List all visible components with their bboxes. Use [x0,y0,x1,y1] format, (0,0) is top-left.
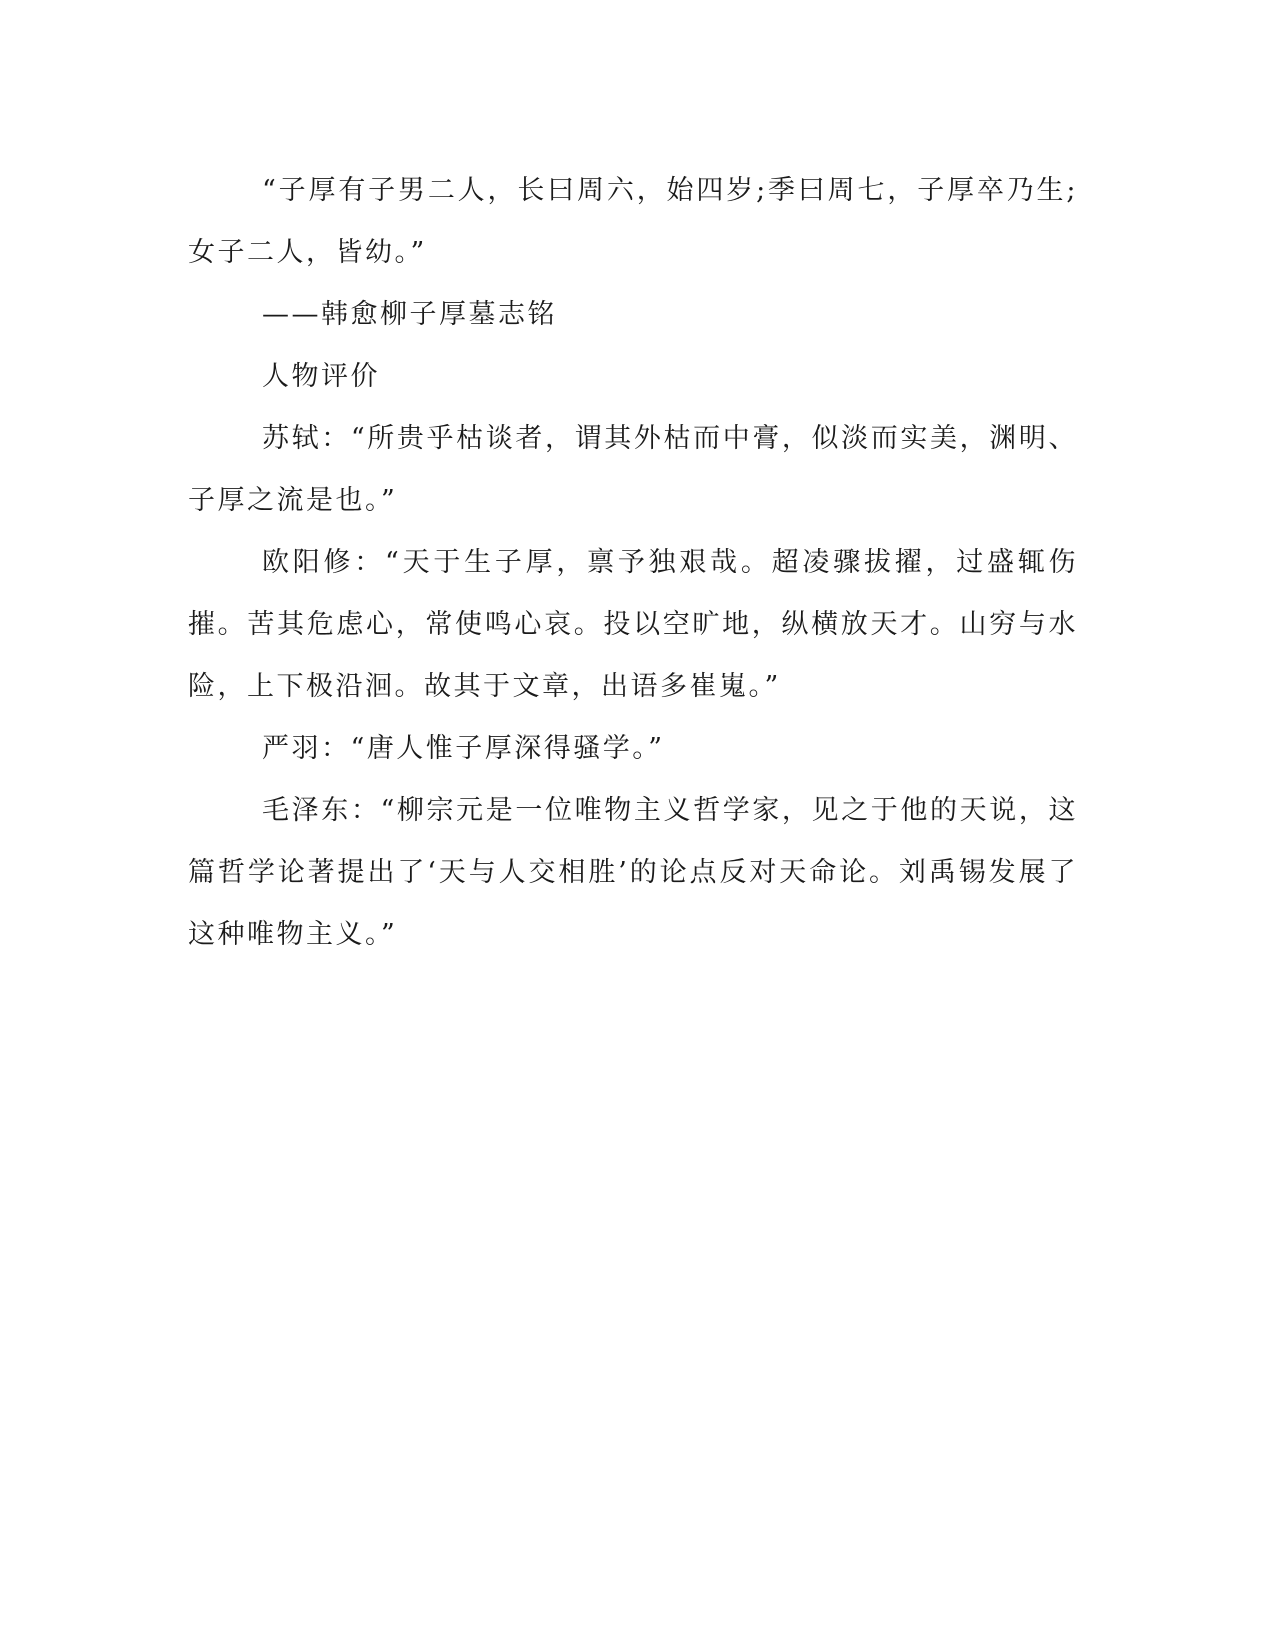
section-heading: 人物评价 [262,361,380,392]
ouyang-xiu-comment-paragraph: 欧阳修：“天于生子厚，禀予独艰哉。超凌骤拔擢，过盛辄伤摧。苦其危虑心，常使鸣心哀。投以空旷地，纵横放天才。山穷与水险，上下极沿洄。故其于文章，出语多崔嵬。” [188,547,1078,702]
su-shi-comment-paragraph: 苏轼：“所贵乎枯谈者，谓其外枯而中膏，似淡而实美，渊明、子厚之流是也。” [188,423,1078,516]
epitaph-quote-paragraph: “子厚有子男二人，长曰周六，始四岁;季曰周七，子厚卒乃生;女子二人，皆幼。” [188,175,1078,268]
quote-attribution: ——韩愈柳子厚墓志铭 [262,299,557,330]
yan-yu-comment-paragraph: 严羽：“唐人惟子厚深得骚学。” [262,733,665,764]
document-body [188,160,1078,966]
mao-zedong-comment-paragraph: 毛泽东：“柳宗元是一位唯物主义哲学家，见之于他的天说，这篇哲学论著提出了‘天与人交相胜’的论点反对天命论。刘禹锡发展了这种唯物主义。” [188,795,1078,950]
